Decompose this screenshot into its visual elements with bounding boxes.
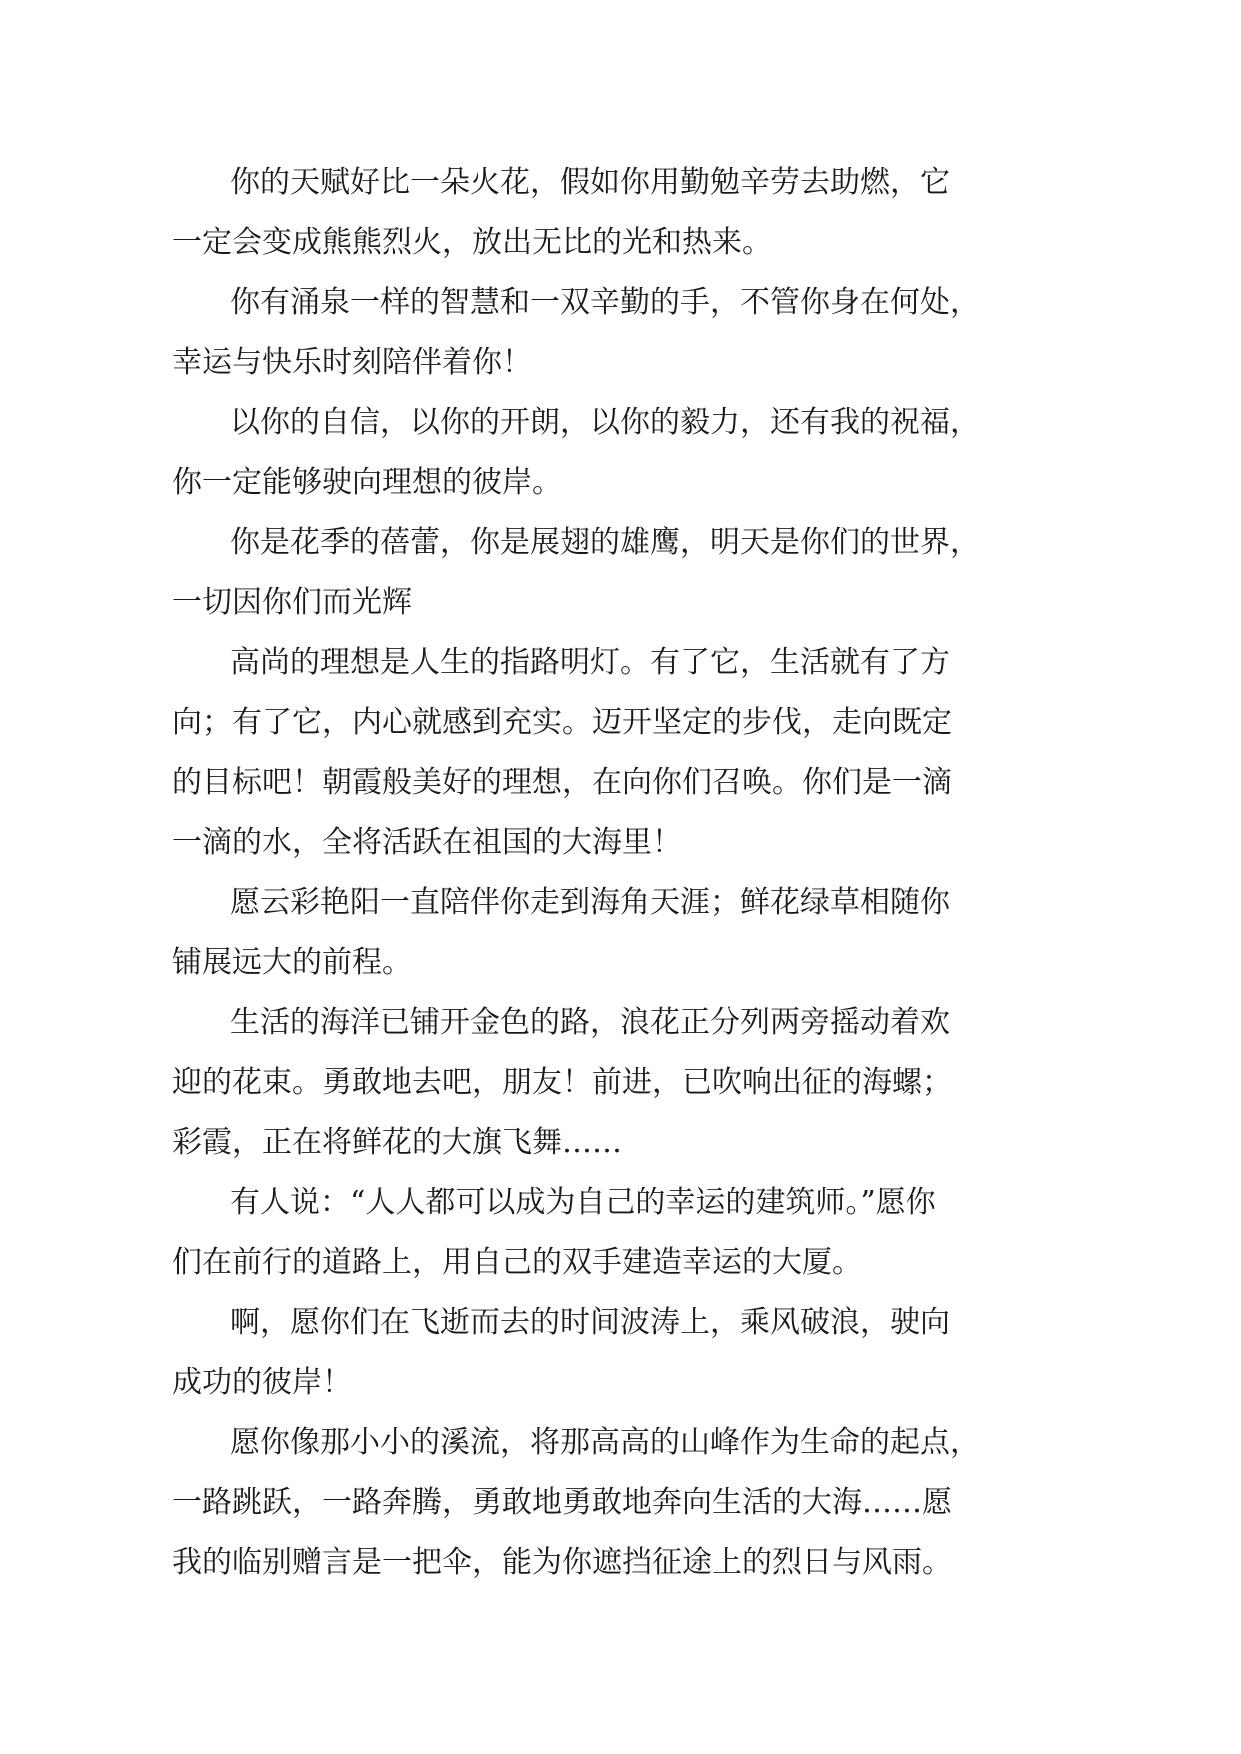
text-line: 一滴的水，全将活跃在祖国的大海里！ bbox=[172, 825, 682, 860]
text-line: 啊，愿你们在飞逝而去的时间波涛上，乘风破浪，驶向 bbox=[230, 1305, 950, 1340]
text-line: 迎的花束。勇敢地去吧，朋友！前进，已吹响出征的海螺； bbox=[172, 1065, 952, 1100]
text-line: 你一定能够驶向理想的彼岸。 bbox=[172, 465, 562, 500]
text-line: 愿云彩艳阳一直陪伴你走到海角天涯；鲜花绿草相随你 bbox=[230, 885, 950, 920]
text-line: 高尚的理想是人生的指路明灯。有了它，生活就有了方 bbox=[230, 645, 950, 680]
text-line: 幸运与快乐时刻陪伴着你！ bbox=[172, 345, 532, 380]
text-line: 我的临别赠言是一把伞，能为你遮挡征途上的烈日与风雨。 bbox=[172, 1545, 952, 1580]
text-line: 们在前行的道路上，用自己的双手建造幸运的大厦。 bbox=[172, 1245, 862, 1280]
text-line: 的目标吧！朝霞般美好的理想，在向你们召唤。你们是一滴 bbox=[172, 765, 952, 800]
text-line: 一定会变成熊熊烈火，放出无比的光和热来。 bbox=[172, 225, 772, 260]
text-line: 成功的彼岸！ bbox=[172, 1365, 352, 1400]
text-line: 铺展远大的前程。 bbox=[172, 945, 412, 980]
text-line: 彩霞，正在将鲜花的大旗飞舞…… bbox=[172, 1125, 622, 1160]
text-line: 一切因你们而光辉 bbox=[172, 585, 412, 620]
text-line: 一路跳跃，一路奔腾，勇敢地勇敢地奔向生活的大海……愿 bbox=[172, 1485, 952, 1520]
text-line: 愿你像那小小的溪流，将那高高的山峰作为生命的起点， bbox=[230, 1425, 980, 1460]
text-line: 你的天赋好比一朵火花，假如你用勤勉辛劳去助燃，它 bbox=[230, 165, 950, 200]
text-line: 你有涌泉一样的智慧和一双辛勤的手，不管你身在何处， bbox=[230, 285, 980, 320]
text-line: 有人说：“人人都可以成为自己的幸运的建筑师。”愿你 bbox=[230, 1185, 936, 1220]
text-line: 以你的自信，以你的开朗，以你的毅力，还有我的祝福， bbox=[230, 405, 980, 440]
text-line: 你是花季的蓓蕾，你是展翅的雄鹰，明天是你们的世界， bbox=[230, 525, 980, 560]
text-line: 生活的海洋已铺开金色的路，浪花正分列两旁摇动着欢 bbox=[230, 1005, 950, 1040]
text-line: 向；有了它，内心就感到充实。迈开坚定的步伐，走向既定 bbox=[172, 705, 952, 740]
